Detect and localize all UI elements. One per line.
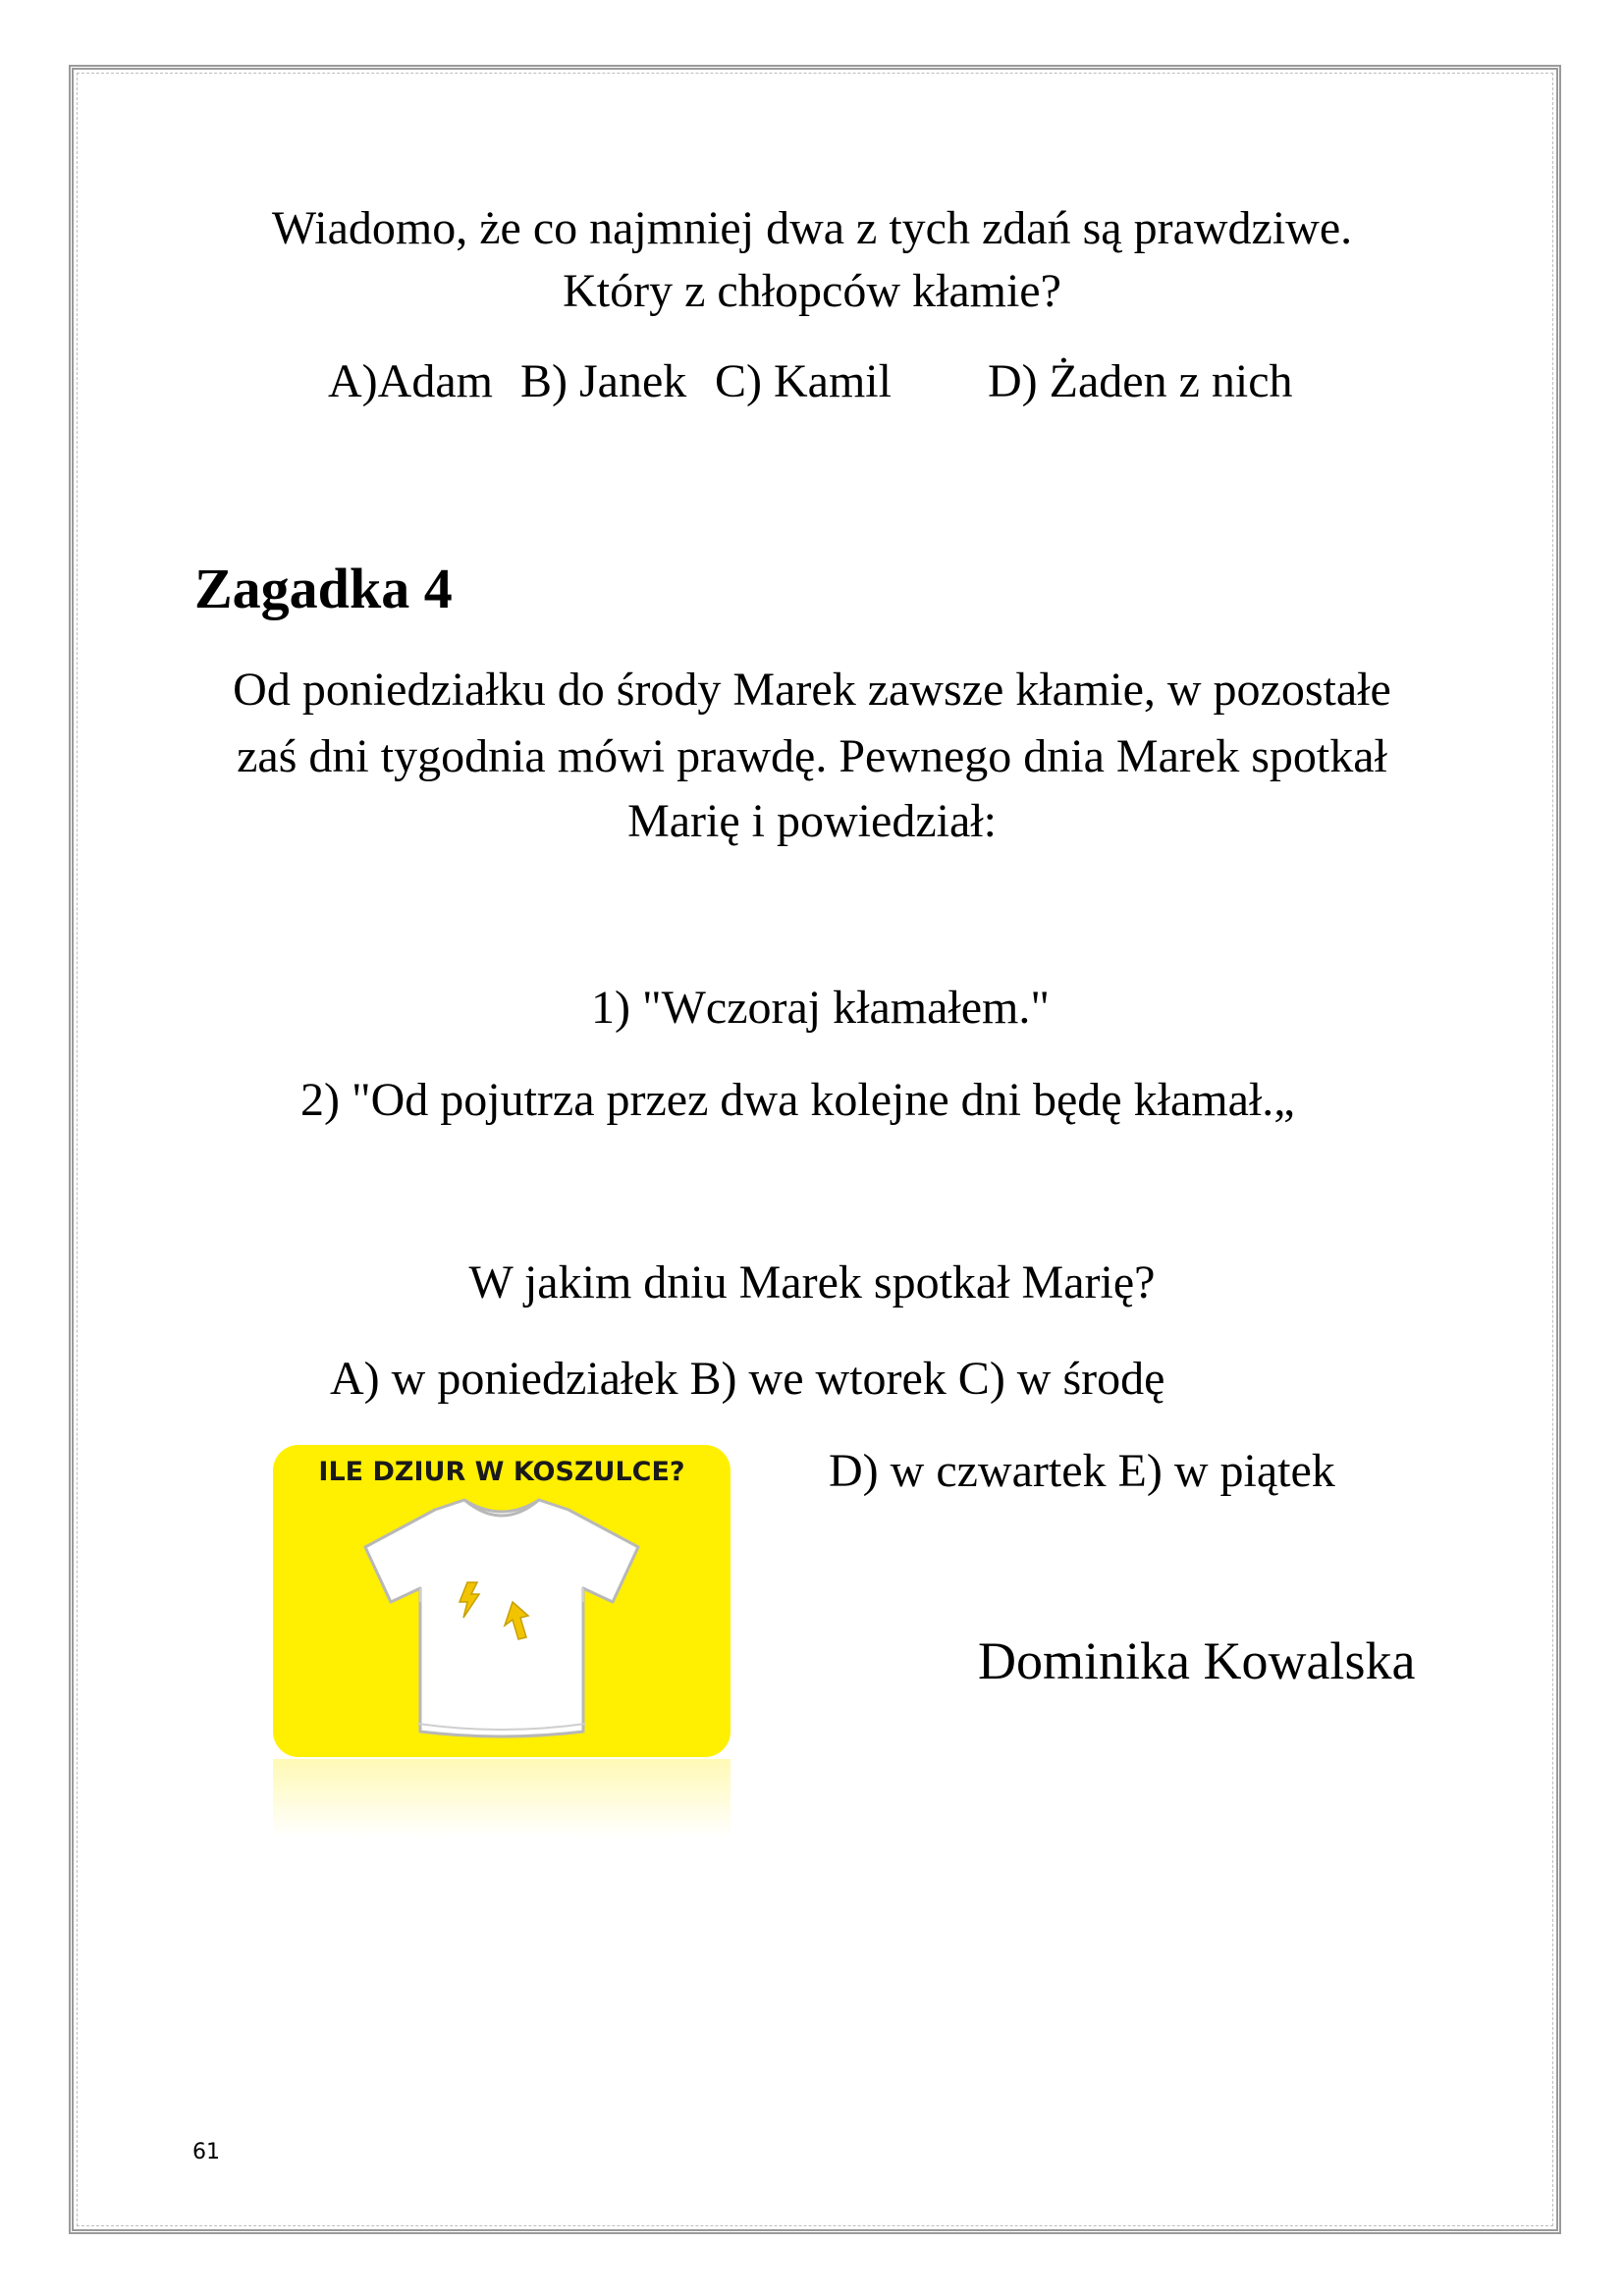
answer-a: A)Adam — [328, 355, 493, 407]
image-caption: ILE DZIUR W KOSZULCE? — [318, 1457, 685, 1487]
puzzle-text-line-1: Od poniedziałku do środy Marek zawsze kłamie, w pozostałe — [233, 664, 1391, 716]
answer-d: D) Żaden z nich — [988, 355, 1293, 407]
intro-line-1: Wiadomo, że co najmniej dwa z tych zdań są prawdziwe. — [271, 202, 1353, 254]
image-reflection — [273, 1759, 731, 1838]
answer-b: B) Janek — [520, 355, 687, 407]
puzzle-title: Zagadka 4 — [194, 557, 453, 620]
statement-1: 1) "Wczoraj kłamałem." — [591, 982, 1050, 1034]
page-number: 61 — [192, 2140, 220, 2164]
puzzle-question: W jakim dniu Marek spotkał Marię? — [468, 1256, 1156, 1308]
puzzle-answers-line-2: D) w czwartek E) w piątek — [829, 1445, 1335, 1497]
intro-line-2: Który z chłopców kłamie? — [563, 265, 1061, 317]
author-name: Dominika Kowalska — [978, 1631, 1416, 1690]
answer-c: C) Kamil — [715, 355, 892, 407]
puzzle-answers-line-1: A) w poniedziałek B) we wtorek C) w środę — [330, 1353, 1165, 1405]
puzzle-text-line-3: Marię i powiedział: — [627, 795, 997, 847]
statement-2: 2) "Od pojutrza przez dwa kolejne dni będę kłamał.„ — [300, 1074, 1295, 1126]
puzzle-text-line-2: zaś dni tygodnia mówi prawdę. Pewnego dnia Marek spotkał — [237, 730, 1387, 782]
tshirt-image — [273, 1445, 731, 1757]
